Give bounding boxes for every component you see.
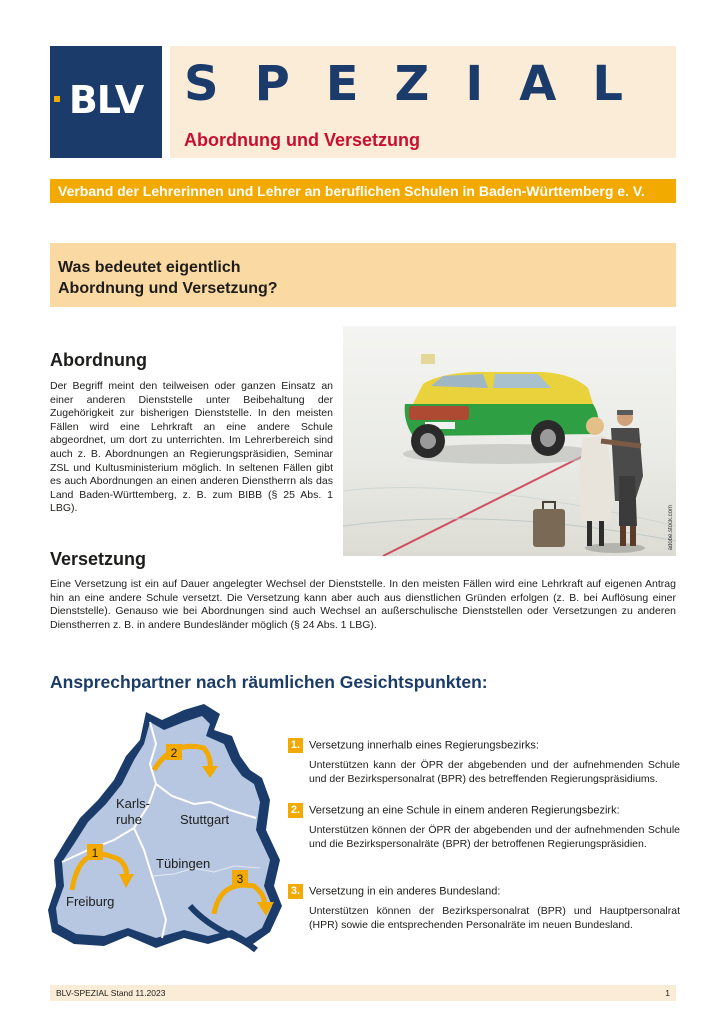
- intro-question-box: [50, 243, 676, 307]
- map-label-freiburg: Freiburg: [66, 894, 115, 909]
- footer-label: BLV-SPEZIAL Stand 11.2023: [56, 988, 166, 998]
- contact-item-2: [288, 803, 680, 851]
- item-number-3: 3.: [288, 884, 303, 899]
- item-text-2: Unterstützen können der ÖPR der abgebenden und der aufnehmenden Schule und die Bezirkspersonalräte (BPR) der betroffenen Regierungspräsidien.: [309, 824, 680, 850]
- map-number-1: 1: [91, 846, 99, 860]
- photo-illustration: [343, 326, 676, 556]
- map-label-tuebingen: Tübingen: [156, 856, 211, 871]
- travel-photo: [343, 326, 676, 556]
- contacts-heading: Ansprechpartner nach räumlichen Gesichtspunkten:: [50, 672, 488, 692]
- map-label-karlsruhe-2: ruhe: [116, 812, 143, 827]
- map-number-3: 3: [236, 872, 244, 886]
- item-text-1: Unterstützen kann der ÖPR der abgebenden und der aufnehmenden Schule und der Bezirkspersonalrat (BPR) des betreffenden Regierungspräsidiums.: [309, 759, 680, 785]
- map-label-stuttgart: Stuttgart: [180, 812, 230, 827]
- logo-text: BLV: [68, 78, 144, 122]
- item-number-1: 1.: [288, 738, 303, 753]
- map-number-2: 2: [170, 746, 178, 760]
- contact-item-1: [288, 738, 680, 786]
- intro-line-1: Was bedeutet eigentlich: [58, 259, 241, 276]
- item-title-1: Versetzung innerhalb eines Regierungsbezirks:: [309, 739, 539, 752]
- header-panel: [170, 46, 676, 158]
- baden-wuerttemberg-map: [44, 700, 286, 964]
- contact-item-3: [288, 884, 680, 932]
- map-label-karlsruhe-1: Karls-: [116, 796, 150, 811]
- abordnung-heading: Abordnung: [50, 350, 147, 370]
- blv-logo: [50, 46, 162, 158]
- item-text-3: Unterstützen können der Bezirkspersonalrat (BPR) und Hauptpersonalrat (HPR) sowie die entsprechenden Personalräte im neuen Bundesland.: [309, 905, 680, 931]
- photo-credit: adobe.stock.com: [668, 504, 674, 550]
- intro-line-2: Abordnung und Versetzung?: [58, 280, 278, 297]
- versetzung-heading: Versetzung: [50, 549, 147, 569]
- item-title-2: Versetzung an eine Schule in einem anderen Regierungsbezirk:: [309, 804, 620, 817]
- logo-accent-mark: [54, 96, 60, 102]
- page-title: SPEZIAL: [184, 56, 659, 112]
- item-title-3: Versetzung in ein anderes Bundesland:: [309, 885, 501, 898]
- versetzung-text: Eine Versetzung ist ein auf Dauer angelegter Wechsel der Dienststelle. In den meisten Fällen wird eine Lehrkraft auf eigenen Antrag hin an eine andere Schule versetzt. Die Versetzung kann aber auch aus dienstlichen Gründen erfolgen (z. B. bei Auflösung einer Dienststelle). Genauso wie bei Abordnungen sind auch Wechsel an außerschulische Dienststellen oder Versetzungen zu anderen Dienstherren z. B. in andere Bundesländer möglich (§ 24 Abs. 1 LBG).: [50, 578, 676, 631]
- page-footer: [50, 985, 676, 1001]
- association-banner: Verband der Lehrerinnen und Lehrer an beruflichen Schulen in Baden-Württemberg e. V.: [50, 179, 676, 203]
- item-number-2: 2.: [288, 803, 303, 818]
- page-subtitle: Abordnung und Versetzung: [184, 130, 420, 150]
- abordnung-text: Der Begriff meint den teilweisen oder ganzen Einsatz an einer anderen Dienststelle unter Beibehaltung der Zugehörigkeit zur bisherigen Dienststelle. In den meisten Fällen wird eine Lehrkraft an eine andere Schule abgeordnet, um dort zu unterrichten. Im Lehrerbereich sind auch z. B. Abordnungen an Regierungspräsidien, Seminar ZSL und Kultusministerium möglich. In seltenen Fällen gibt es auch Abordnungen an einen anderen Dienstherrn als das Land Baden-Württemberg, z. B. zum BIBB (§ 25 Abs. 1 LBG).: [50, 380, 333, 515]
- page-number: 1: [665, 988, 670, 998]
